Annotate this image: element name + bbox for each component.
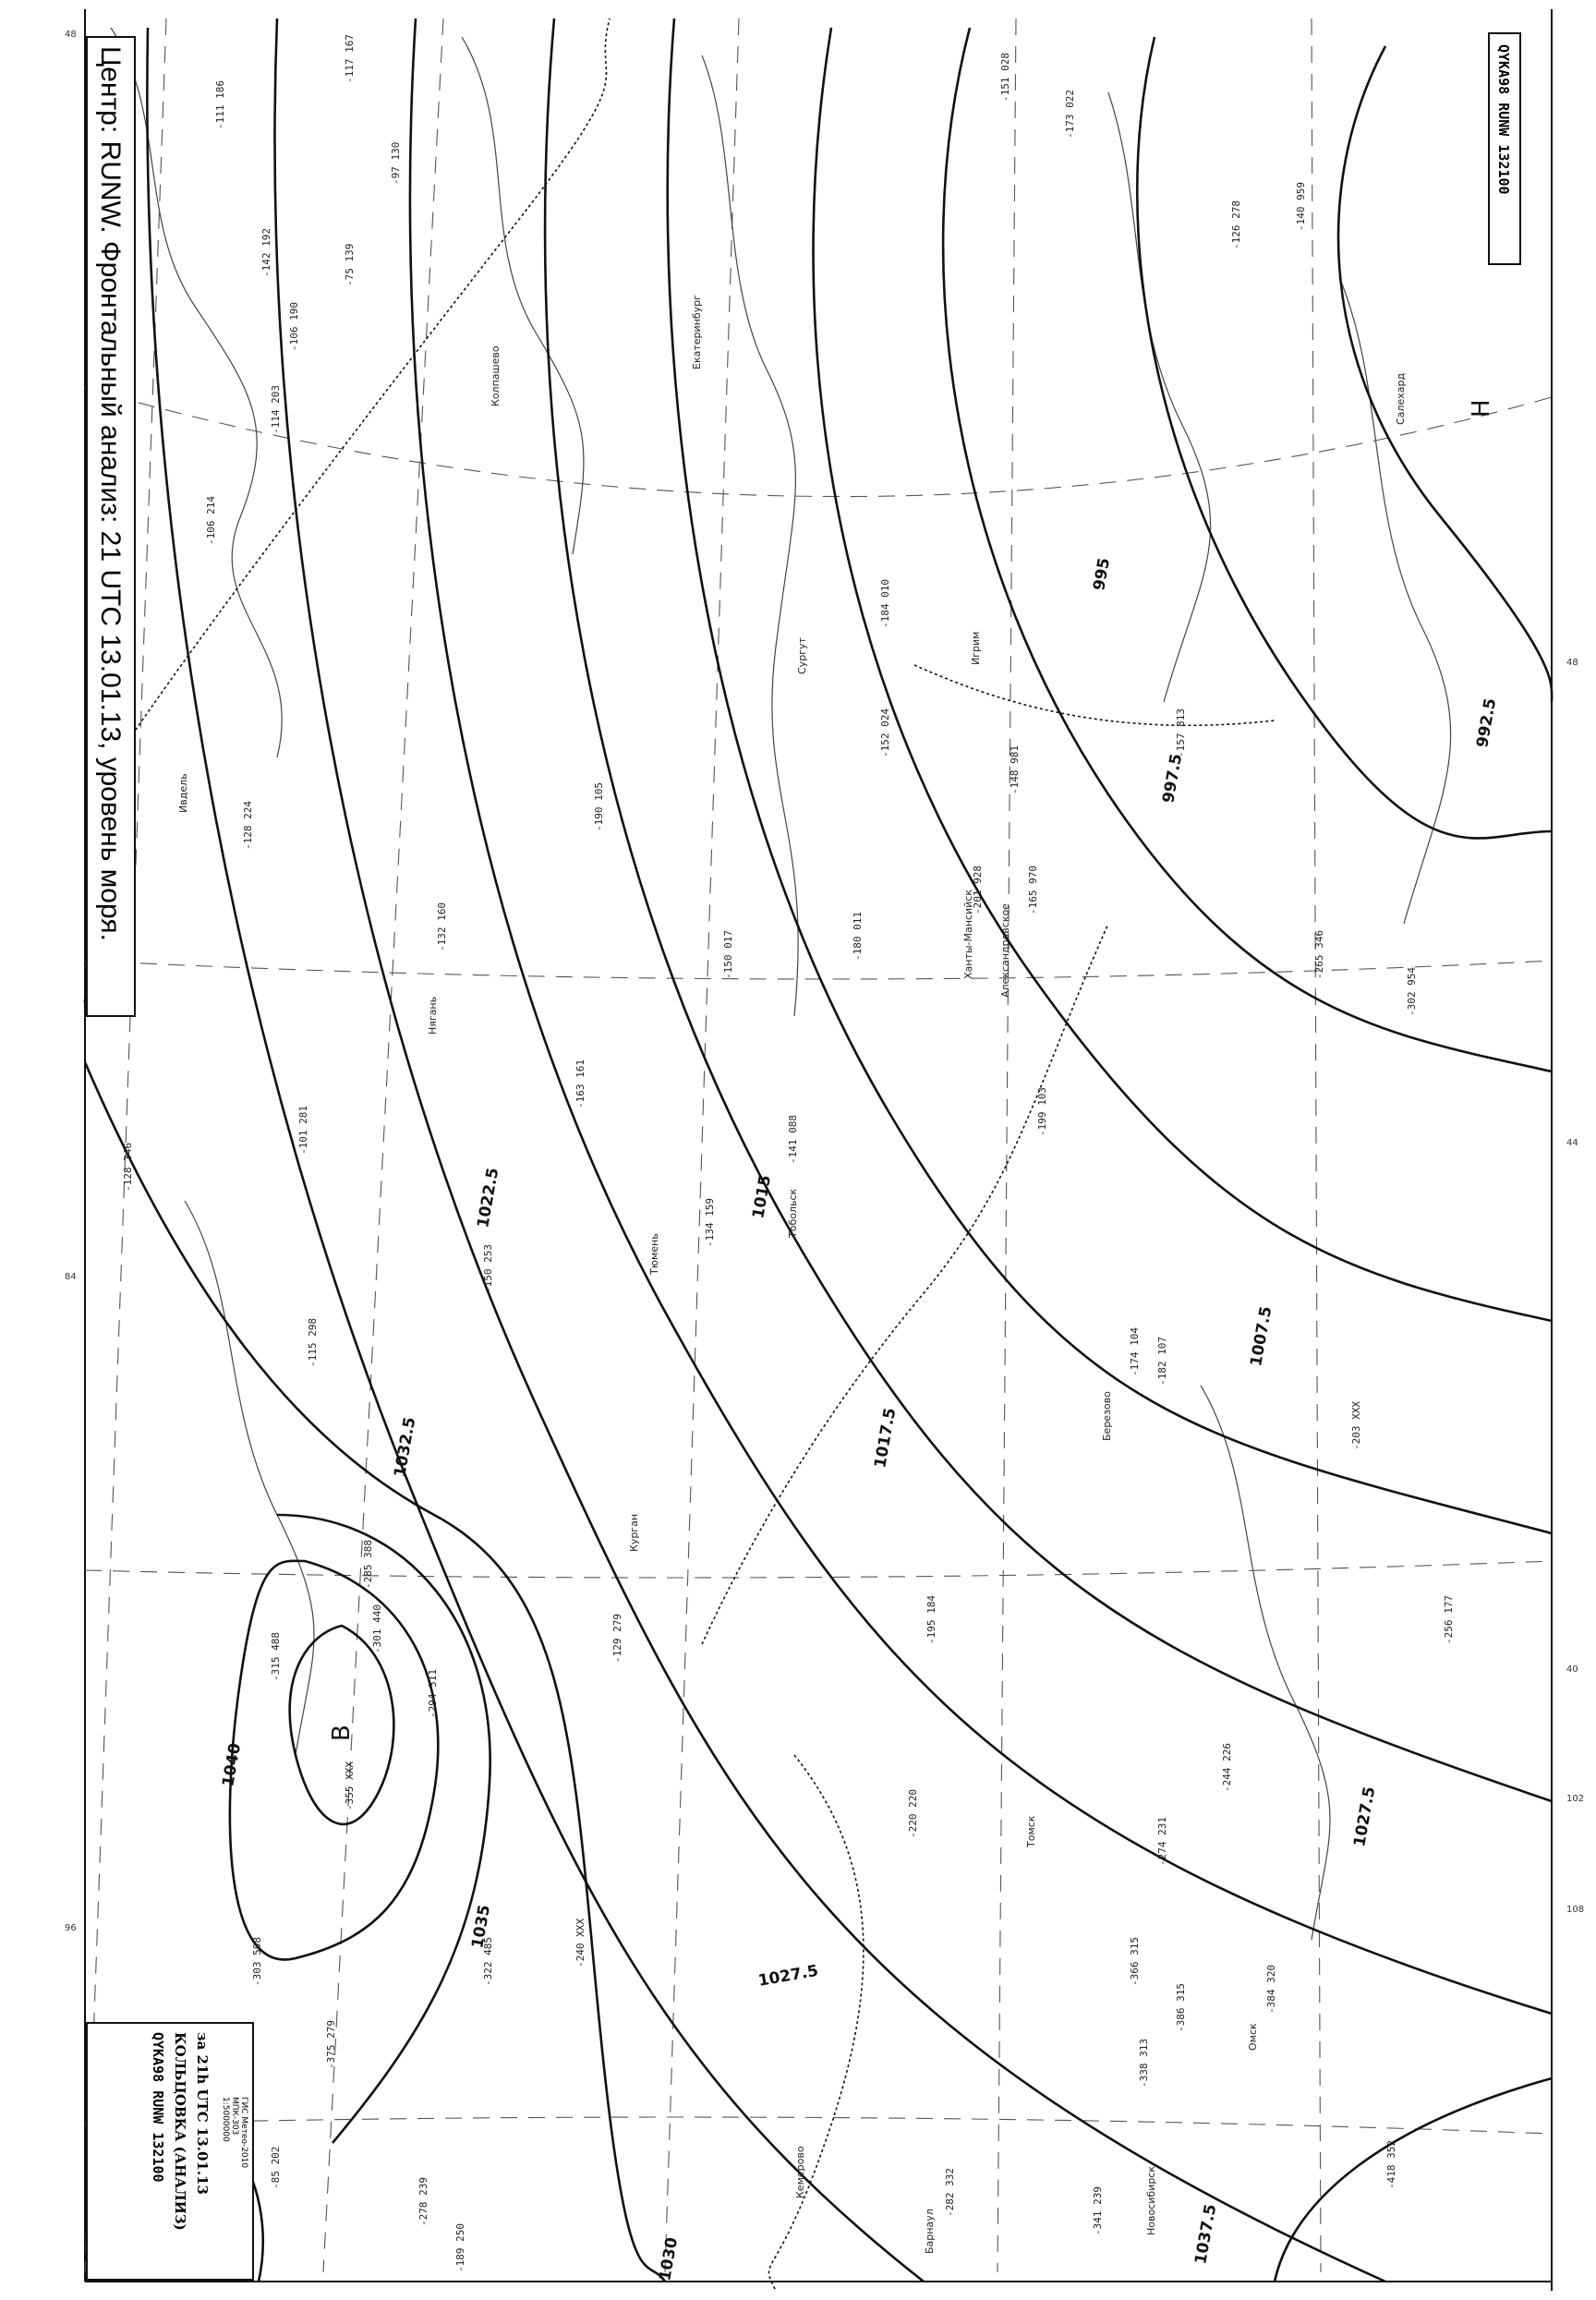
station-plot: -220 220 bbox=[907, 1789, 919, 1838]
station-plot: -142 192 bbox=[260, 228, 272, 277]
isobar-label: 1040 bbox=[219, 1741, 246, 1788]
city-label: Колпашево bbox=[490, 345, 502, 406]
station-plot: -128 224 bbox=[242, 801, 254, 850]
station-plot: -101 281 bbox=[297, 1106, 309, 1155]
station-plot: -174 104 bbox=[1129, 1327, 1141, 1376]
station-plot: -114 203 bbox=[270, 385, 282, 434]
city-label: Омск bbox=[1247, 2023, 1259, 2051]
station-plot: -201 928 bbox=[972, 866, 984, 914]
station-plot: -265 346 bbox=[1313, 930, 1325, 979]
legend-line1: КОЛЬЦОВКА (АНАЛИЗ) bbox=[172, 2032, 188, 2231]
edge-number: 48 bbox=[65, 30, 77, 40]
station-plot: -173 022 bbox=[1064, 90, 1076, 139]
station-plot: -85 202 bbox=[270, 2146, 282, 2189]
station-plot: -75 139 bbox=[344, 243, 356, 286]
legend-credit1: ГИС Метео-2010 bbox=[239, 2097, 248, 2169]
city-label: Тюмень bbox=[648, 1233, 660, 1275]
city-label: Барнаул bbox=[924, 2209, 936, 2254]
city-label: Тобольск bbox=[787, 1188, 799, 1238]
isobar-label: 997.5 bbox=[1159, 752, 1187, 805]
station-plot: -148 981 bbox=[1009, 745, 1021, 794]
city-label: Ивдель bbox=[177, 773, 189, 813]
edge-number: 102 bbox=[1566, 1794, 1585, 1804]
station-plot: -256 177 bbox=[1443, 1595, 1455, 1644]
station-plot: -182 107 bbox=[1156, 1337, 1168, 1386]
top-code-box bbox=[1489, 33, 1520, 264]
station-plot: -140 959 bbox=[1295, 182, 1307, 231]
low-pressure-center: Н bbox=[1468, 399, 1495, 418]
station-plot: -111 186 bbox=[214, 80, 226, 129]
isobar-label: 1017.5 bbox=[871, 1406, 901, 1470]
station-plot: -338 313 bbox=[1138, 2039, 1150, 2088]
legend-code: QYKA98 RUNW 132100 bbox=[150, 2032, 166, 2183]
edge-number: 108 bbox=[1566, 1905, 1585, 1915]
city-label: Ханты-Мансийск bbox=[962, 890, 974, 979]
legend-credit2: МПК-303 bbox=[230, 2097, 239, 2136]
station-plot: -165 970 bbox=[1027, 866, 1039, 914]
high-pressure-center: В bbox=[328, 1725, 356, 1741]
station-plot: -203 XXX bbox=[1350, 1401, 1362, 1450]
station-plot: -195 184 bbox=[925, 1595, 937, 1644]
title-box bbox=[87, 37, 135, 1016]
city-label: Нягань bbox=[427, 996, 439, 1035]
station-plot: -189 250 bbox=[454, 2223, 466, 2272]
edge-number: 40 bbox=[1566, 1664, 1578, 1675]
legend-line2: за 21h UTC 13.01.13 bbox=[194, 2032, 211, 2195]
station-plot: -184 010 bbox=[879, 579, 891, 628]
isobar-label: 995 bbox=[1090, 556, 1115, 592]
station-plot: -418 352 bbox=[1385, 2140, 1397, 2189]
station-plot: -134 159 bbox=[704, 1198, 716, 1247]
isobar-label: 1007.5 bbox=[1247, 1304, 1276, 1368]
station-plot: -302 954 bbox=[1406, 967, 1418, 1016]
station-plot: -244 226 bbox=[1221, 1743, 1233, 1792]
station-plot: -315 488 bbox=[270, 1632, 282, 1681]
isobar-label: 1037.5 bbox=[1191, 2202, 1221, 2266]
legend-block bbox=[87, 2023, 253, 2280]
station-plot: -366 315 bbox=[1129, 1937, 1141, 1986]
isobar-label: 1030 bbox=[656, 2235, 683, 2282]
station-plot: -294 311 bbox=[427, 1669, 439, 1718]
city-label: Екатеринбург bbox=[691, 295, 703, 369]
station-plot: -126 278 bbox=[1230, 200, 1242, 249]
station-plot: -274 231 bbox=[1156, 1817, 1168, 1866]
station-plot: -190 105 bbox=[593, 782, 605, 831]
station-plot: -132 160 bbox=[436, 902, 448, 951]
edge-number: 44 bbox=[1566, 1138, 1578, 1148]
station-plot: -151 028 bbox=[999, 53, 1011, 102]
station-plot: -152 024 bbox=[879, 708, 891, 757]
station-plot: -278 239 bbox=[417, 2177, 429, 2226]
station-plot: -163 161 bbox=[574, 1059, 586, 1108]
station-plot: -322 485 bbox=[482, 1937, 494, 1986]
station-plot: -384 320 bbox=[1265, 1965, 1277, 2014]
isobar-label: 1035 bbox=[468, 1903, 495, 1950]
edge-number: 48 bbox=[1566, 658, 1578, 668]
city-label: Курган bbox=[628, 1513, 640, 1552]
station-plot: -141 088 bbox=[787, 1115, 799, 1164]
station-plot: -106 214 bbox=[205, 496, 217, 545]
station-plot: -106 190 bbox=[288, 302, 300, 351]
city-label: Игрим bbox=[970, 631, 982, 665]
station-plot: -150 253 bbox=[482, 1244, 494, 1293]
station-plot: -341 239 bbox=[1092, 2186, 1104, 2235]
city-label: Кемерово bbox=[794, 2146, 806, 2198]
station-plot: -129 279 bbox=[611, 1614, 623, 1663]
edge-number: 96 bbox=[65, 1923, 77, 1933]
station-plot: -157 813 bbox=[1175, 708, 1187, 757]
station-plot: -115 298 bbox=[307, 1318, 319, 1367]
edge-number: 84 bbox=[65, 1272, 77, 1282]
isobar-label: 1022.5 bbox=[474, 1166, 503, 1229]
station-plot: -285 388 bbox=[362, 1540, 374, 1589]
isobar-label: 1027.5 bbox=[1350, 1785, 1380, 1848]
station-plot: -199 103 bbox=[1036, 1087, 1048, 1136]
city-label: Новосибирск bbox=[1145, 2165, 1157, 2235]
map-title: Центр: RUNW. Фронтальный анализ: 21 UTC 13.01.13, уровень моря. bbox=[95, 46, 126, 941]
station-plot: -97 130 bbox=[390, 141, 402, 185]
legend-scale: 1:5000000 bbox=[221, 2097, 230, 2142]
station-plot: -180 011 bbox=[852, 912, 864, 961]
station-plot: -240 XXX bbox=[574, 1919, 586, 1967]
city-label: Салехард bbox=[1395, 372, 1407, 425]
city-label: Сургут bbox=[796, 637, 808, 674]
isobar-label: 992.5 bbox=[1473, 696, 1501, 749]
isobar-label: 1027.5 bbox=[756, 1961, 820, 1991]
station-plot: -355 XXX bbox=[344, 1761, 356, 1810]
station-plot: -150 017 bbox=[722, 930, 734, 979]
station-plot: -303 508 bbox=[251, 1937, 263, 1986]
city-label: Томск bbox=[1025, 1815, 1037, 1847]
station-plot: -375 279 bbox=[325, 2020, 337, 2069]
city-label: Березово bbox=[1101, 1391, 1113, 1441]
city-label: Александровское bbox=[999, 903, 1011, 998]
station-plot: -282 332 bbox=[944, 2168, 956, 2217]
station-plot: -128 346 bbox=[122, 1143, 134, 1192]
station-plot: -386 315 bbox=[1175, 1983, 1187, 2032]
station-plot: -117 167 bbox=[344, 34, 356, 83]
isobar-label: 1032.5 bbox=[391, 1415, 420, 1479]
top-code-text: QYKA98 RUNW 132100 bbox=[1495, 44, 1512, 195]
station-plot: -301 440 bbox=[371, 1604, 383, 1653]
isobar-label: 1015 bbox=[749, 1173, 776, 1220]
